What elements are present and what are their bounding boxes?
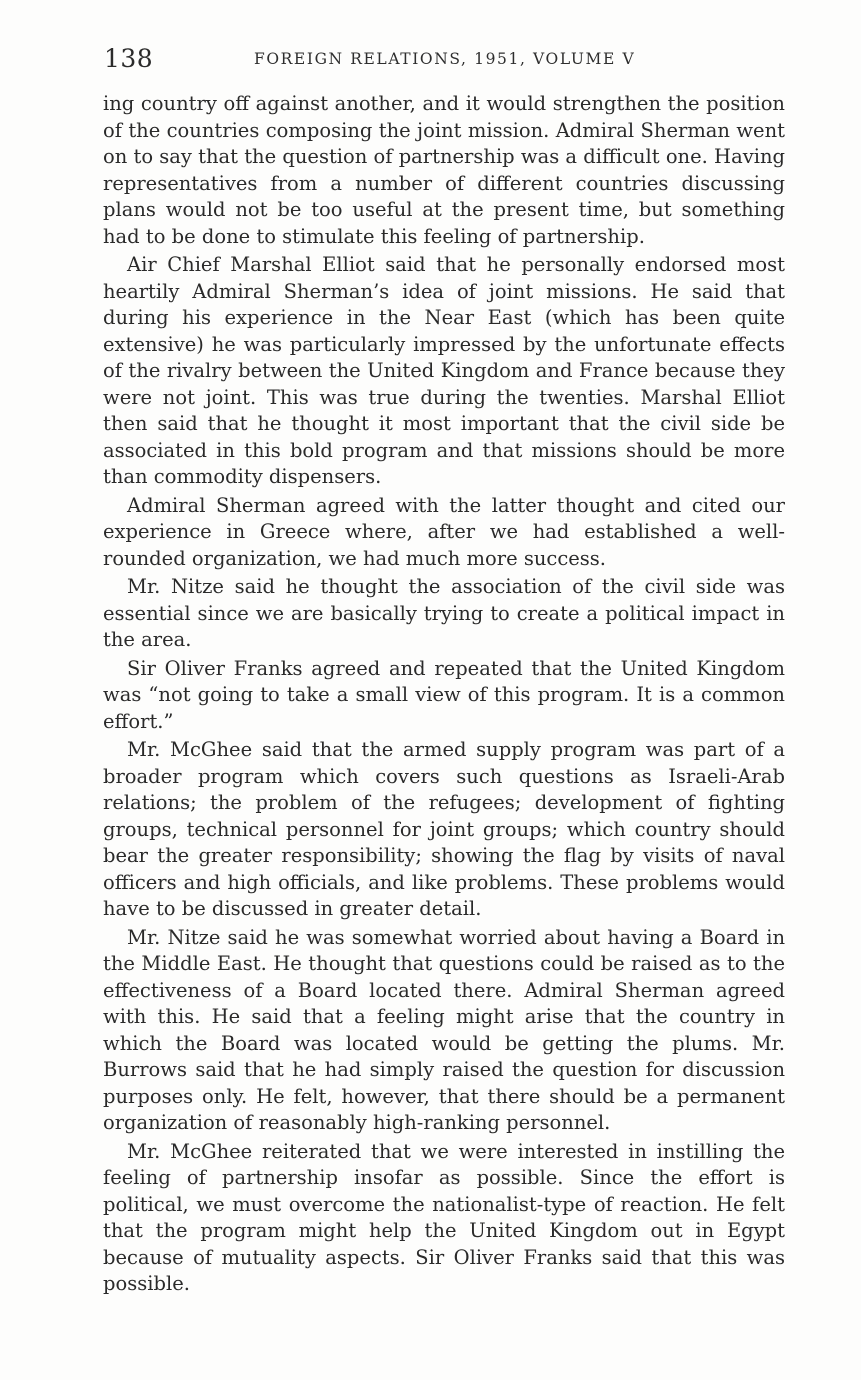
paragraph-continuation: ing country off against another, and it would strengthen the position of the countries composing the joint mission. Admiral Sherman went on to say that the question of partnership was a difficult one. Having representatives from a number of different countries discussing plans would not be too useful at the present time, but something had to be done to stimulate this feeling of partnership. xyxy=(103,92,785,248)
paragraph: Mr. McGhee said that the armed supply program was part of a broader program which covers such questions as Israeli-Arab relations; the problem of the refugees; development of fighting groups, technical personnel for joint groups; which country should bear the greater responsibility; showing the flag by visits of naval officers and high officials, and like problems. These problems would have to be discussed in greater detail. xyxy=(103,738,785,920)
running-head: FOREIGN RELATIONS, 1951, VOLUME V xyxy=(254,50,636,68)
paragraph: Mr. Nitze said he was somewhat worried about having a Board in the Middle East. He thought that questions could be raised as to the effectiveness of a Board located there. Admiral Sherman agreed with this. He said that a feeling might arise that the country in which the Board was located would be getting the plums. Mr. Burrows said that he had simply raised the question for discussion purposes only. He felt, however, that there should be a permanent organization of reasonably high-ranking personnel. xyxy=(103,925,785,1134)
page-header xyxy=(104,44,744,76)
paragraph: Sir Oliver Franks agreed and repeated that the United Kingdom was “not going to take a small view of this program. It is a common effort.” xyxy=(103,656,785,733)
body-text xyxy=(103,91,785,1298)
page-number: 138 xyxy=(104,44,154,73)
paragraph: Mr. Nitze said he thought the association of the civil side was essential since we are basically trying to create a political impact in the area. xyxy=(103,575,785,651)
paragraph: Mr. McGhee reiterated that we were interested in instilling the feeling of partnership insofar as possible. Since the effort is political, we must overcome the nationalist-type of reaction. He felt that the program might help the United Kingdom out in Egypt because of mutuality aspects. Sir Oliver Franks said that this was possible. xyxy=(103,1139,785,1295)
paragraph: Air Chief Marshal Elliot said that he personally endorsed most heartily Admiral Sherman’s idea of joint missions. He said that during his experience in the Near East (which has been quite extensive) he was particularly impressed by the unfortunate effects of the rivalry between the United Kingdom and France because they were not joint. This was true during the twenties. Marshal Elliot then said that he thought it most important that the civil side be associated in this bold program and that missions should be more than commodity dispensers. xyxy=(103,253,785,488)
paragraph: Admiral Sherman agreed with the latter thought and cited our experience in Greece where, after we had established a well-rounded organization, we had much more success. xyxy=(103,493,785,570)
